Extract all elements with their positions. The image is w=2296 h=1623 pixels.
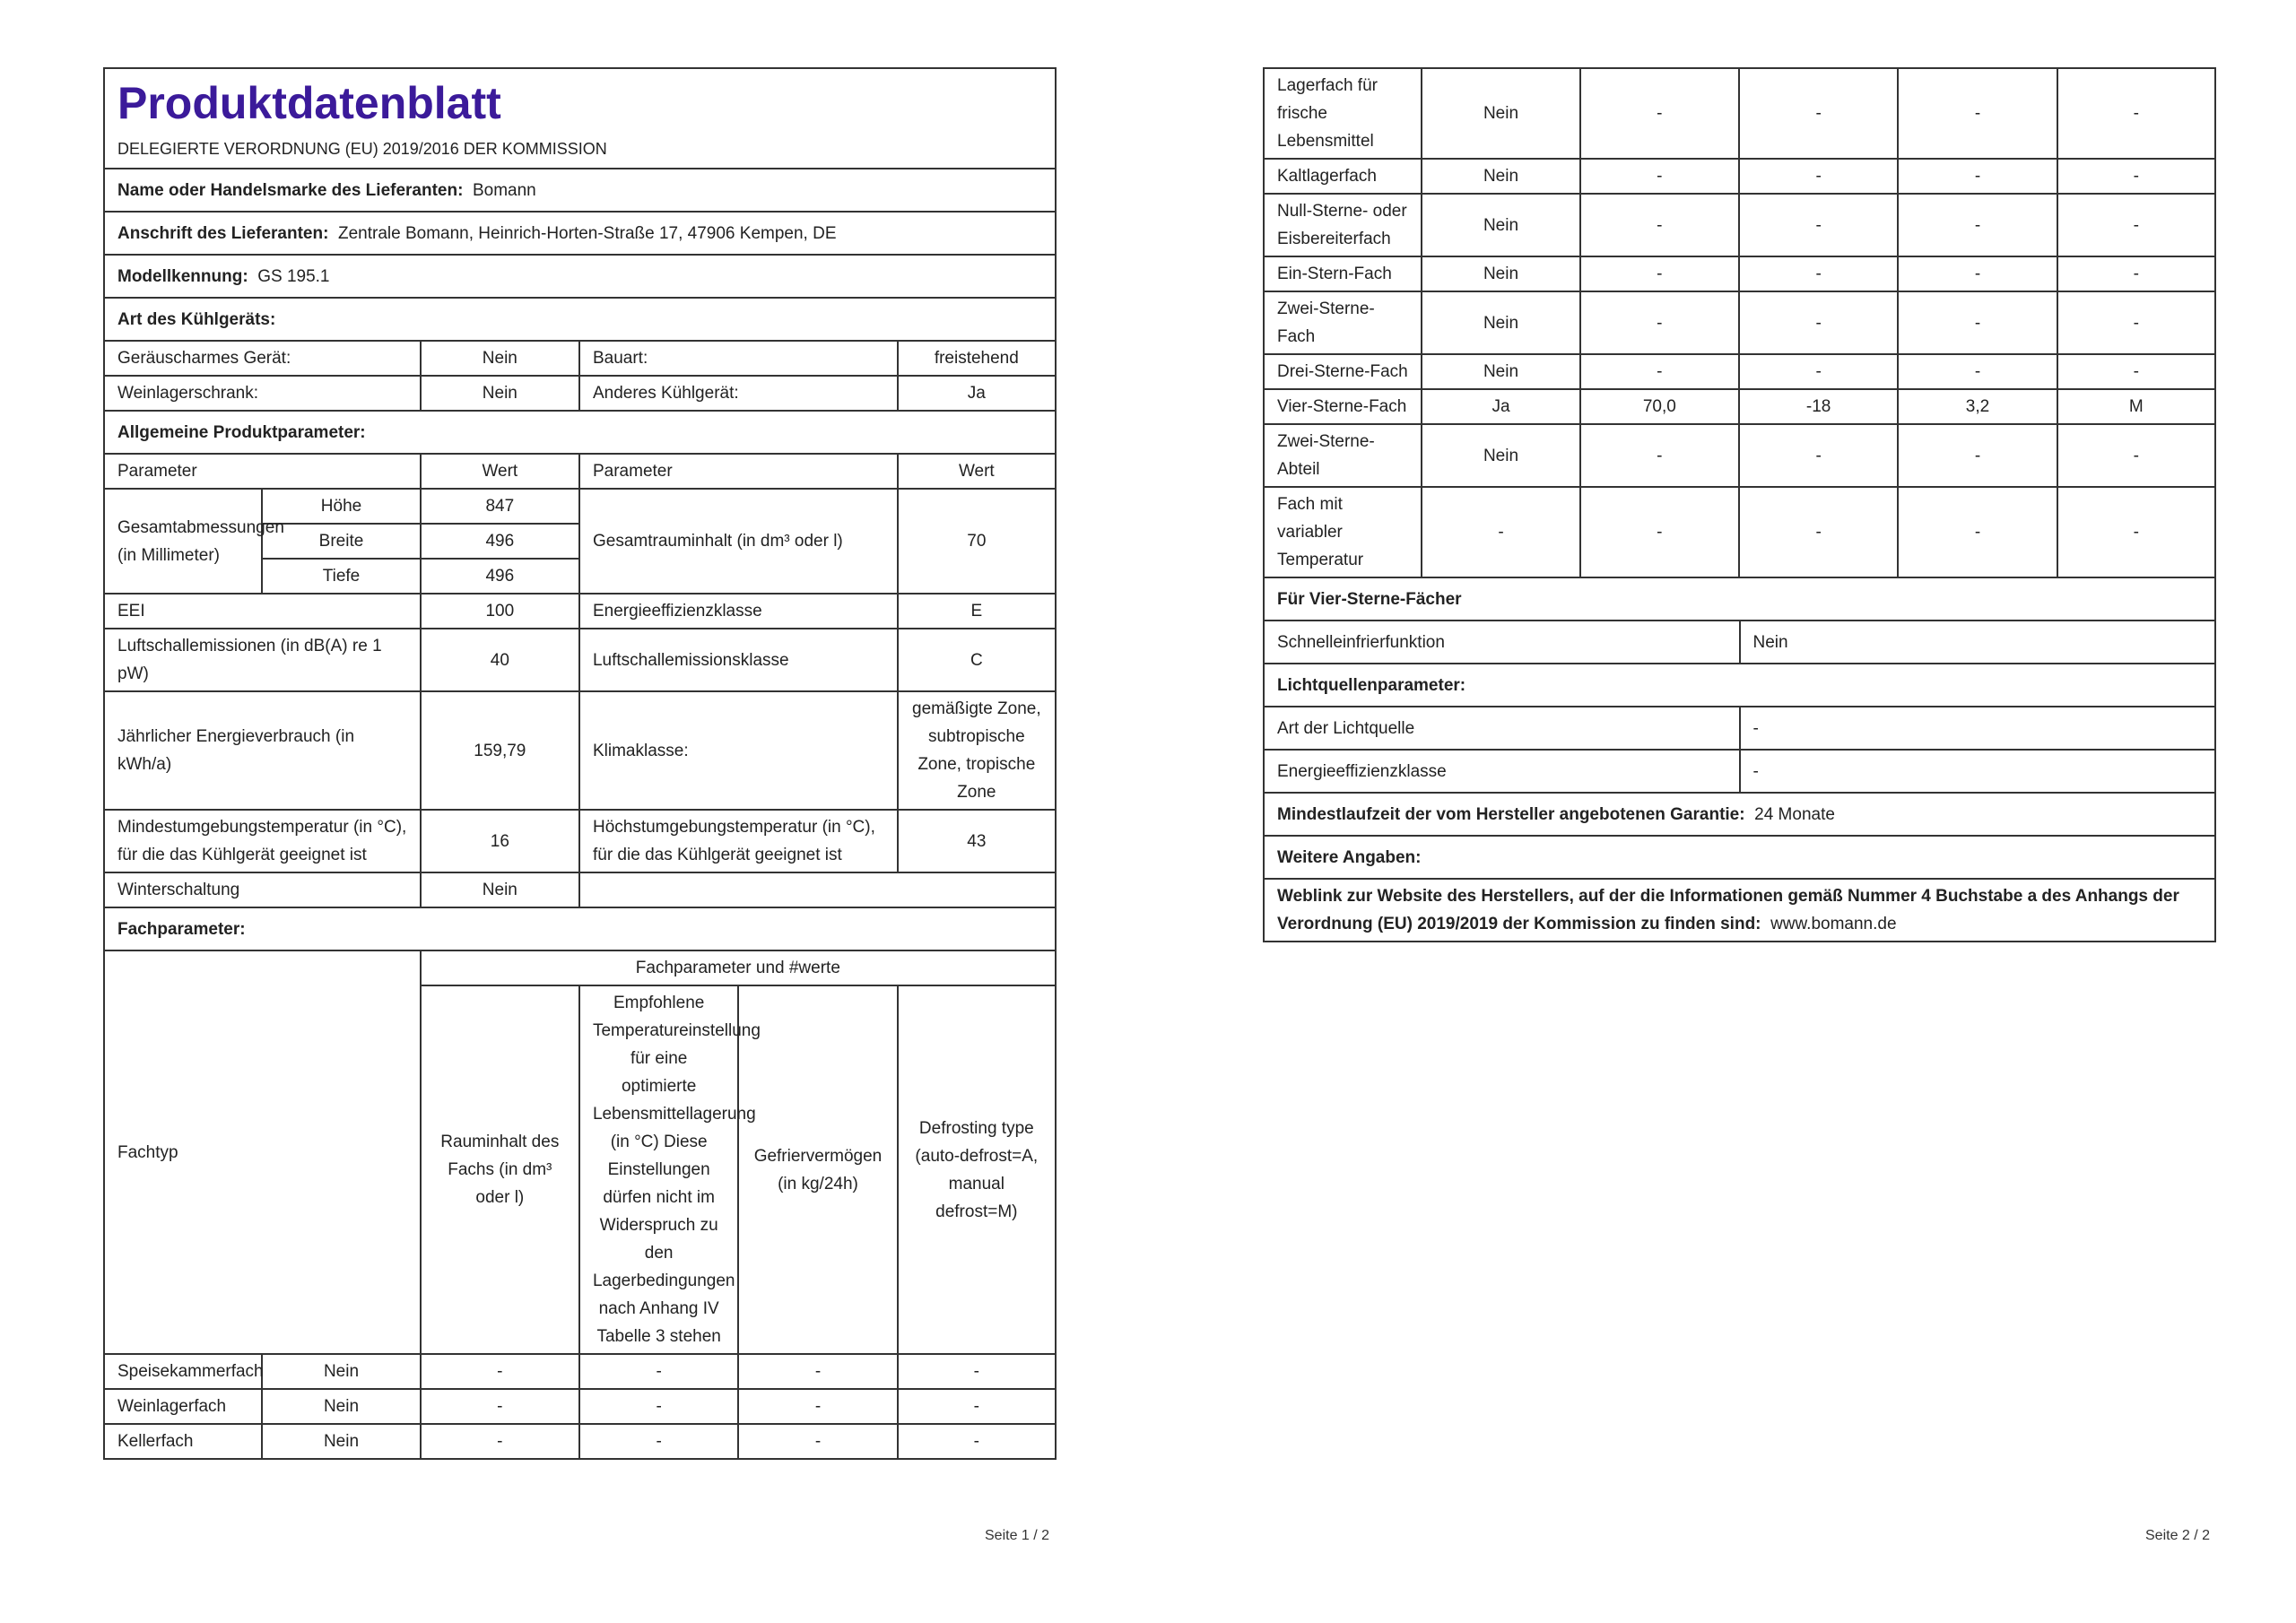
table-row: [1264, 291, 2215, 354]
compartment-name: Zwei-Sterne-Fach: [1264, 291, 1422, 354]
compartment-name: Fach mit variabler Temperatur: [1264, 487, 1422, 577]
winter-label: Winterschaltung: [104, 872, 421, 907]
dimensions-label: Gesamtabmessungen (in Millimeter): [104, 489, 262, 594]
compartment-present: -: [1422, 487, 1579, 577]
fast-freeze-value: Nein: [1740, 621, 2216, 664]
width-label: Breite: [262, 524, 420, 559]
value-header: Wert: [421, 454, 579, 489]
compartment-name: Lagerfach für frische Lebensmittel: [1264, 68, 1422, 159]
compartment-present: Nein: [1422, 424, 1579, 487]
datasheet-page-2: [1263, 67, 2216, 942]
low-noise-value: Nein: [421, 341, 579, 376]
table-row: [1264, 194, 2215, 256]
winter-value: Nein: [421, 872, 579, 907]
compartment-temp: -: [1739, 424, 1898, 487]
supplier-address-row: [104, 212, 1056, 255]
compartment-freeze: -: [1898, 194, 2057, 256]
design-label: Bauart:: [579, 341, 898, 376]
compartment-temp: -: [1739, 291, 1898, 354]
appliance-type-heading: Art des Kühlgeräts:: [104, 298, 1056, 341]
additional-parameters-table: [1263, 577, 2216, 942]
model-label: Modellkennung:: [117, 266, 248, 286]
compartment-volume: 70,0: [1580, 389, 1739, 424]
compartment-volume: -: [421, 1354, 579, 1389]
compartment-defrost: -: [2057, 487, 2215, 577]
compartment-name: Kellerfach: [104, 1424, 262, 1459]
datasheet-page-1: [103, 67, 1057, 1460]
compartment-freeze: -: [1898, 424, 2057, 487]
further-info-heading: Weitere Angaben:: [1264, 836, 2215, 879]
model-value: GS 195.1: [257, 266, 330, 286]
compartment-defrost: -: [898, 1354, 1056, 1389]
compartment-defrost: -: [898, 1389, 1056, 1424]
compartment-temp: -: [1739, 194, 1898, 256]
compartment-temp: -: [1739, 256, 1898, 291]
compartment-table-page-2: [1263, 67, 2216, 578]
table-row: [1264, 389, 2215, 424]
col-defrost-header: Defrosting type (auto-defrost=A, manual defrost=M): [898, 985, 1056, 1354]
compartment-freeze: -: [1898, 487, 2057, 577]
fast-freeze-label: Schnelleinfrierfunktion: [1264, 621, 1740, 664]
compartment-freeze: -: [1898, 68, 2057, 159]
compartment-freeze: -: [738, 1424, 897, 1459]
compartment-freeze: -: [1898, 291, 2057, 354]
compartment-volume: -: [1580, 424, 1739, 487]
weblink-value[interactable]: www.bomann.de: [1770, 915, 1897, 933]
compartment-temp: -: [1739, 354, 1898, 389]
total-volume-label: Gesamtrauminhalt (in dm³ oder l): [579, 489, 898, 594]
height-label: Höhe: [262, 489, 420, 524]
table-row: [1264, 424, 2215, 487]
table-row: [1264, 256, 2215, 291]
col-freeze-header: Gefriervermögen (in kg/24h): [738, 985, 897, 1354]
compartment-name: Zwei-Sterne-Abteil: [1264, 424, 1422, 487]
four-star-heading: Für Vier-Sterne-Fächer: [1264, 577, 2215, 621]
col-temp-header: Empfohlene Temperatureinstellung für eine optimierte Lebensmittellagerung (in °C) Diese Einstellungen dürfen nicht im Widerspruch zu den Lagerbedingungen nach Anhang IV Tabelle 3 stehen: [579, 985, 738, 1354]
supplier-name-row: [104, 169, 1056, 212]
light-type-label: Art der Lichtquelle: [1264, 707, 1740, 750]
compartment-name: Null-Sterne- oder Eisbereiterfach: [1264, 194, 1422, 256]
energy-class-value: E: [898, 594, 1056, 629]
noise-class-value: C: [898, 629, 1056, 691]
energy-class-label: Energieeffizienzklasse: [579, 594, 898, 629]
height-value: 847: [421, 489, 579, 524]
compartment-name: Weinlagerfach: [104, 1389, 262, 1424]
other-appliance-label: Anderes Kühlgerät:: [579, 376, 898, 411]
parameter-header: Parameter: [104, 454, 421, 489]
compartment-volume: -: [1580, 354, 1739, 389]
compartment-freeze: -: [1898, 256, 2057, 291]
compartment-freeze: 3,2: [1898, 389, 2057, 424]
compartment-defrost: -: [2057, 291, 2215, 354]
regulation-subtitle: DELEGIERTE VERORDNUNG (EU) 2019/2016 DER KOMMISSION: [117, 140, 607, 158]
compartment-volume: -: [1580, 159, 1739, 194]
page-number-2: Seite 2 / 2: [2145, 1528, 2211, 1543]
compartment-present: Nein: [262, 1389, 420, 1424]
table-row: [1264, 68, 2215, 159]
compartment-temp: -: [579, 1354, 738, 1389]
page-number-1: Seite 1 / 2: [985, 1528, 1050, 1543]
compartment-defrost: M: [2057, 389, 2215, 424]
empty-cell: [579, 872, 1056, 907]
wine-cabinet-label: Weinlagerschrank:: [104, 376, 421, 411]
weblink-label: Weblink zur Website des Herstellers, auf der die Informationen gemäß Nummer 4 Buchstabe a des Anhangs der Verordnung (EU) 2019/2019 der Kommission zu finden sind:: [1277, 887, 2179, 933]
compartment-type-label: Fachtyp: [104, 950, 421, 1354]
compartment-temp: -: [579, 1389, 738, 1424]
datasheet-header-table: [103, 67, 1057, 342]
compartment-name: Kaltlagerfach: [1264, 159, 1422, 194]
warranty-value: 24 Monate: [1754, 804, 1835, 824]
eei-label: EEI: [104, 594, 421, 629]
eei-value: 100: [421, 594, 579, 629]
supplier-name-value: Bomann: [472, 180, 536, 200]
width-value: 496: [421, 524, 579, 559]
compartment-name: Speisekammerfach: [104, 1354, 262, 1389]
compartment-defrost: -: [2057, 424, 2215, 487]
general-parameters-table: [103, 340, 1057, 951]
value-header-2: Wert: [898, 454, 1056, 489]
noise-label: Luftschallemissionen (in dB(A) re 1 pW): [104, 629, 421, 691]
light-type-value: -: [1740, 707, 2216, 750]
compartment-volume: -: [1580, 291, 1739, 354]
light-class-value: -: [1740, 750, 2216, 793]
wine-cabinet-value: Nein: [421, 376, 579, 411]
model-row: [104, 255, 1056, 298]
compartment-volume: -: [421, 1424, 579, 1459]
compartment-freeze: -: [1898, 159, 2057, 194]
compartment-present: Nein: [262, 1424, 420, 1459]
compartment-present: Nein: [1422, 354, 1579, 389]
compartment-volume: -: [1580, 68, 1739, 159]
compartment-freeze: -: [1898, 354, 2057, 389]
compartment-freeze: -: [738, 1389, 897, 1424]
annual-energy-label: Jährlicher Energieverbrauch (in kWh/a): [104, 691, 421, 810]
compartment-volume: -: [1580, 194, 1739, 256]
max-temp-value: 43: [898, 810, 1056, 872]
compartment-present: Ja: [1422, 389, 1579, 424]
supplier-name-label: Name oder Handelsmarke des Lieferanten:: [117, 180, 464, 200]
warranty-row: [1264, 793, 2215, 836]
compartment-defrost: -: [2057, 354, 2215, 389]
min-temp-label: Mindestumgebungstemperatur (in °C), für die das Kühlgerät geeignet ist: [104, 810, 421, 872]
depth-label: Tiefe: [262, 559, 420, 594]
compartment-present: Nein: [262, 1354, 420, 1389]
compartment-present: Nein: [1422, 159, 1579, 194]
compartment-defrost: -: [2057, 159, 2215, 194]
design-value: freistehend: [898, 341, 1056, 376]
climate-label: Klimaklasse:: [579, 691, 898, 810]
total-volume-value: 70: [898, 489, 1056, 594]
noise-value: 40: [421, 629, 579, 691]
compartment-volume: -: [1580, 487, 1739, 577]
parameter-header-2: Parameter: [579, 454, 898, 489]
compartment-present: Nein: [1422, 194, 1579, 256]
compartment-values-header: Fachparameter und #werte: [421, 950, 1056, 985]
light-class-label: Energieeffizienzklasse: [1264, 750, 1740, 793]
compartment-freeze: -: [738, 1354, 897, 1389]
title-cell: [104, 68, 1056, 169]
warranty-label: Mindestlaufzeit der vom Hersteller angebotenen Garantie:: [1277, 804, 1745, 824]
compartment-name: Vier-Sterne-Fach: [1264, 389, 1422, 424]
compartment-temp: -18: [1739, 389, 1898, 424]
compartment-temp: -: [1739, 68, 1898, 159]
climate-value: gemäßigte Zone, subtropische Zone, tropische Zone: [898, 691, 1056, 810]
table-row: [1264, 354, 2215, 389]
weblink-row: [1264, 879, 2215, 942]
compartment-present: Nein: [1422, 291, 1579, 354]
other-appliance-value: Ja: [898, 376, 1056, 411]
table-row: [1264, 487, 2215, 577]
compartment-name: Ein-Stern-Fach: [1264, 256, 1422, 291]
compartment-volume: -: [421, 1389, 579, 1424]
compartment-temp: -: [1739, 159, 1898, 194]
compartment-temp: -: [579, 1424, 738, 1459]
table-row: [104, 1389, 1056, 1424]
compartment-defrost: -: [2057, 256, 2215, 291]
compartment-table-page-1: [103, 950, 1057, 1460]
compartment-defrost: -: [898, 1424, 1056, 1459]
compartment-temp: -: [1739, 487, 1898, 577]
depth-value: 496: [421, 559, 579, 594]
compartment-present: Nein: [1422, 256, 1579, 291]
table-row: [104, 1424, 1056, 1459]
min-temp-value: 16: [421, 810, 579, 872]
compartment-defrost: -: [2057, 194, 2215, 256]
noise-class-label: Luftschallemissionsklasse: [579, 629, 898, 691]
col-volume-header: Rauminhalt des Fachs (in dm³ oder l): [421, 985, 579, 1354]
compartment-heading: Fachparameter:: [104, 907, 1056, 950]
compartment-present: Nein: [1422, 68, 1579, 159]
table-row: [1264, 159, 2215, 194]
table-row: [104, 1354, 1056, 1389]
annual-energy-value: 159,79: [421, 691, 579, 810]
supplier-address-value: Zentrale Bomann, Heinrich-Horten-Straße 17, 47906 Kempen, DE: [338, 223, 837, 243]
compartment-name: Drei-Sterne-Fach: [1264, 354, 1422, 389]
light-source-heading: Lichtquellenparameter:: [1264, 664, 2215, 707]
supplier-address-label: Anschrift des Lieferanten:: [117, 223, 329, 243]
compartment-defrost: -: [2057, 68, 2215, 159]
max-temp-label: Höchstumgebungstemperatur (in °C), für die das Kühlgerät geeignet ist: [579, 810, 898, 872]
compartment-volume: -: [1580, 256, 1739, 291]
general-parameters-heading: Allgemeine Produktparameter:: [104, 411, 1056, 454]
low-noise-label: Geräuscharmes Gerät:: [104, 341, 421, 376]
page-title: Produktdatenblatt: [117, 78, 501, 128]
